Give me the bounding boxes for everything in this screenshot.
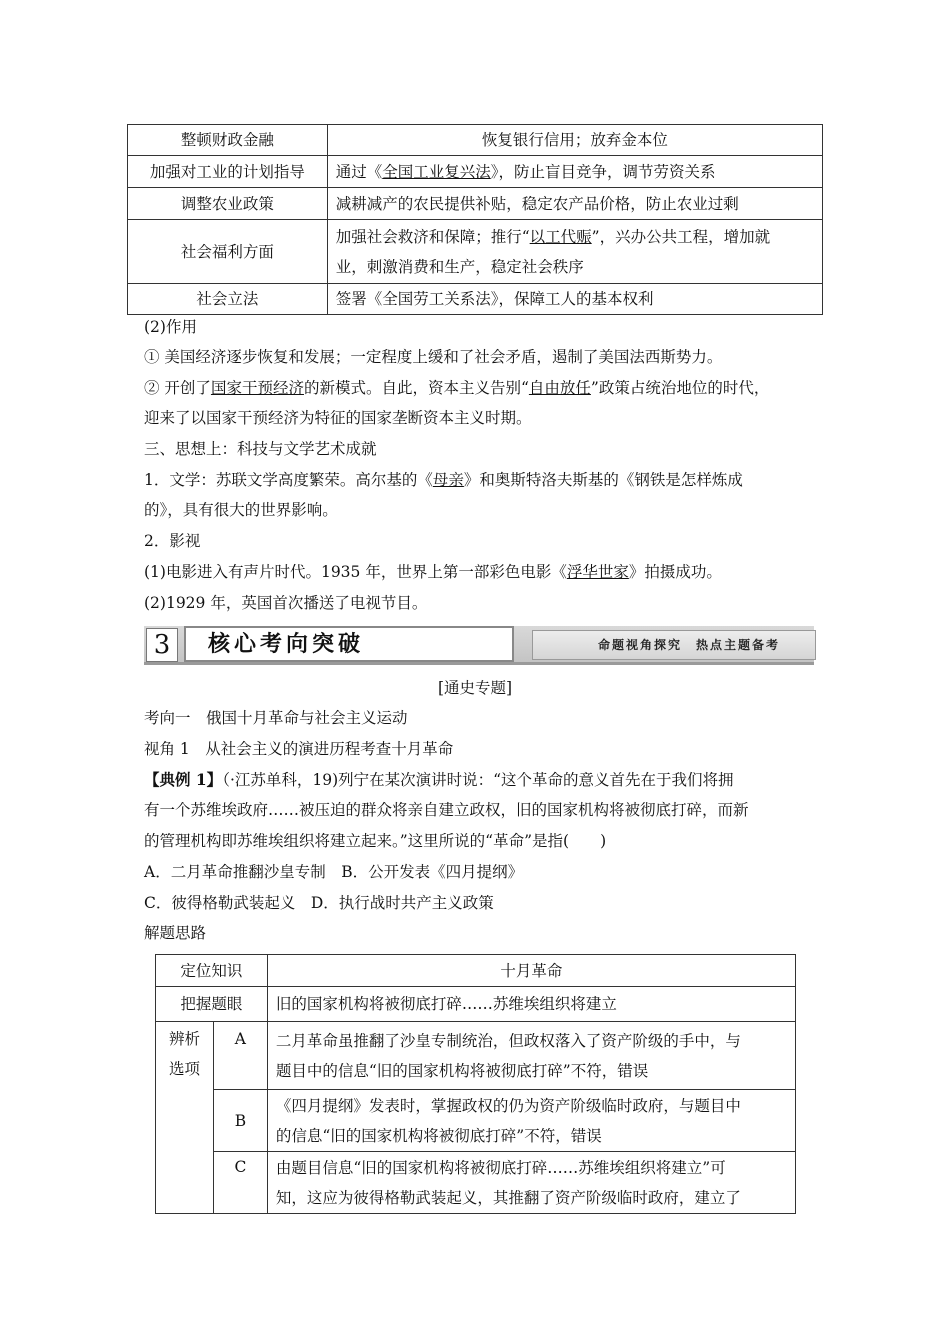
option-analysis: 《四月提纲》发表时，掌握政权的仍为资产阶级临时政府，与题目中 的信息“旧的国家机构将被彻底打碎”不符，错误 <box>267 1090 795 1152</box>
table-row <box>128 284 823 315</box>
row-content: 通过《全国工业复兴法》，防止盲目竞争，调节劳资关系 <box>327 156 822 188</box>
film-heading: 2．影视 <box>144 532 201 550</box>
policy-table <box>127 124 823 315</box>
film-point-1: (1)电影进入有声片时代。1935 年，世界上第一部彩色电影《浮华世家》拍摄成功。 <box>144 563 722 581</box>
example-line-1: 【典例 1】（·江苏单科，19)列宁在某次演讲时说：“这个革命的意义首先在于我们将拥 <box>144 770 734 789</box>
row-label: 把握题眼 <box>156 987 268 1022</box>
table-row <box>128 156 823 188</box>
solve-heading: 解题思路 <box>144 924 207 942</box>
row-content: 签署《全国劳工关系法》，保障工人的基本权利 <box>327 284 822 315</box>
banner-subtitle: 命题视角探究 热点主题备考 <box>597 638 780 652</box>
example-line-3: 的管理机构即苏维埃组织将建立起来。”这里所说的“革命”是指( ) <box>144 832 607 850</box>
table-row <box>156 955 796 987</box>
row-label: 辨析 选项 <box>156 1022 214 1214</box>
effect-point-2: ② 开创了国家干预经济的新模式。自此，资本主义告别“自由放任”政策占统治地位的时代， <box>144 379 770 397</box>
row-content: 恢复银行信用；放弃金本位 <box>327 125 822 156</box>
table-row <box>156 1152 796 1214</box>
options-ab: A．二月革命推翻沙皇专制 B．公开发表《四月提纲》 <box>144 863 524 881</box>
section-banner <box>144 626 814 664</box>
banner-number: 3 <box>146 628 178 662</box>
row-label: 社会立法 <box>128 284 328 315</box>
table-row <box>128 188 823 220</box>
exam-direction: 考向一 俄国十月革命与社会主义运动 <box>144 709 408 727</box>
banner-title: 核心考向突破 <box>184 626 514 662</box>
analysis-table <box>155 954 796 1214</box>
option-analysis: 二月革命虽推翻了沙皇专制统治，但政权落入了资产阶级的手中，与 题目中的信息“旧的国家机构将被彻底打碎”不符，错误 <box>267 1022 795 1090</box>
option-letter: B <box>213 1090 267 1152</box>
effect-point-2-cont: 迎来了以国家干预经济为特征的国家垄断资本主义时期。 <box>144 409 532 427</box>
effect-point-1: ① 美国经济逐步恢复和发展；一定程度上缓和了社会矛盾，遏制了美国法西斯势力。 <box>144 348 723 366</box>
literature-line: 1．文学：苏联文学高度繁荣。高尔基的《母亲》和奥斯特洛夫斯基的《钢铁是怎样炼成 <box>144 471 743 489</box>
row-label: 整顿财政金融 <box>128 125 328 156</box>
option-letter: A <box>213 1022 267 1090</box>
table-row <box>128 220 823 284</box>
row-label: 定位知识 <box>156 955 268 987</box>
table-row <box>156 1022 796 1090</box>
film-point-2: (2)1929 年，英国首次播送了电视节目。 <box>144 594 428 612</box>
row-content: 十月革命 <box>267 955 795 987</box>
option-letter: C <box>213 1152 267 1214</box>
options-cd: C．彼得格勒武装起义 D．执行战时共产主义政策 <box>144 894 494 912</box>
row-content: 加强社会救济和保障；推行“以工代赈”，兴办公共工程，增加就 业，刺激消费和生产，稳定社会秩序 <box>327 220 822 284</box>
table-row <box>156 1090 796 1152</box>
example-line-2: 有一个苏维埃政府……被压迫的群众将亲自建立政权，旧的国家机构将被彻底打碎，而新 <box>144 801 749 819</box>
literature-line-cont: 的》，具有很大的世界影响。 <box>144 501 338 519</box>
effect-heading: (2)作用 <box>144 318 197 336</box>
table-row <box>128 125 823 156</box>
option-analysis: 由题目信息“旧的国家机构将被彻底打碎……苏维埃组织将建立”可 知，这应为彼得格勒武装起义，其推翻了资产阶级临时政府，建立了 <box>267 1152 795 1214</box>
row-content: 旧的国家机构将被彻底打碎……苏维埃组织将建立 <box>267 987 795 1022</box>
table-row <box>156 987 796 1022</box>
row-label: 加强对工业的计划指导 <box>128 156 328 188</box>
exam-angle: 视角 1 从社会主义的演进历程考查十月革命 <box>144 740 454 758</box>
row-content: 减耕减产的农民提供补贴，稳定农产品价格，防止农业过剩 <box>327 188 822 220</box>
row-label: 调整农业政策 <box>128 188 328 220</box>
row-label: 社会福利方面 <box>128 220 328 284</box>
section-heading: 三、思想上：科技与文学艺术成就 <box>144 440 377 458</box>
topic-label: [通史专题] <box>437 679 513 697</box>
